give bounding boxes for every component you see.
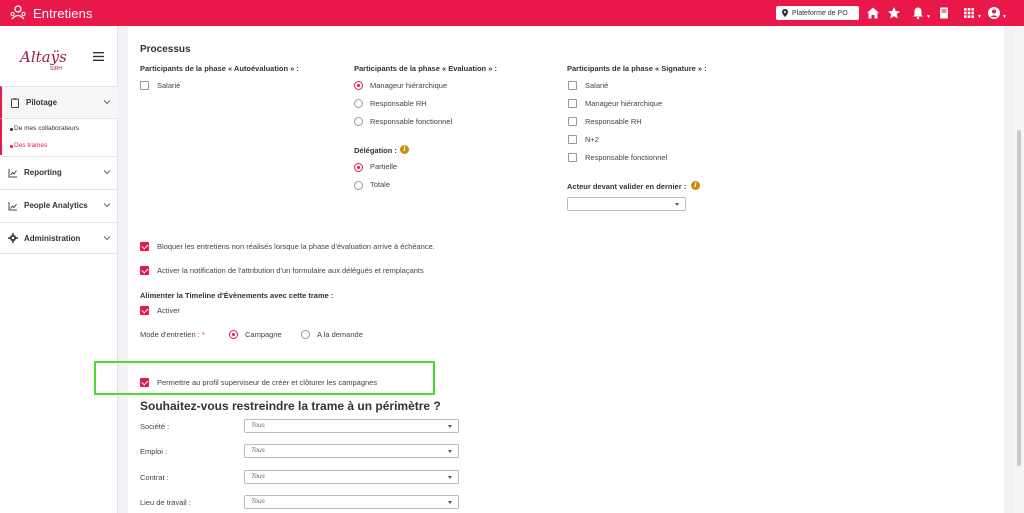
sidebar-subitem-trames[interactable]: Des trames	[14, 142, 48, 149]
home-icon[interactable]	[866, 6, 880, 20]
eval-participants-label: Participants de la phase « Evaluation » :	[354, 64, 497, 73]
bloquer-label: Bloquer les entretiens non réalisés lorsque la phase d'évaluation arrive à échéance.	[157, 242, 435, 251]
societe-select-value: Tous	[251, 422, 265, 429]
signature-participants-label: Participants de la phase « Signature » :	[567, 64, 707, 73]
app-title: Entretiens	[33, 5, 93, 21]
delegation-label: Délégation :	[354, 146, 397, 155]
analytics-icon	[8, 201, 18, 211]
superviseur-checkbox[interactable]	[140, 378, 149, 387]
hamburger-menu-icon[interactable]	[93, 52, 104, 61]
sidebar-item-people-analytics[interactable]	[0, 189, 118, 221]
top-bar	[0, 0, 1024, 26]
sidebar-item-reporting[interactable]	[0, 156, 118, 188]
eval-rh-radio[interactable]	[354, 99, 363, 108]
sidebar-item-administration[interactable]	[0, 222, 118, 254]
eval-manageur-label: Manageur hiérarchique	[370, 81, 448, 90]
sidebar-item-label: Reporting	[24, 168, 62, 177]
mode-entretien-label	[140, 330, 205, 339]
sidebar-subitem-collaborateurs[interactable]: De mes collaborateurs	[14, 125, 80, 132]
lieu-label: Lieu de travail :	[140, 498, 191, 507]
chevron-down-icon	[448, 450, 452, 453]
sidebar-item-label: Pilotage	[26, 98, 58, 107]
eval-manageur-radio[interactable]	[354, 81, 363, 90]
required-mark: *	[201, 330, 205, 339]
signature-salarie-label: Salarié	[585, 81, 609, 90]
book-icon[interactable]	[937, 6, 951, 20]
signature-rh-checkbox[interactable]	[568, 117, 577, 126]
bullet	[10, 145, 13, 148]
user-group-icon[interactable]	[9, 4, 27, 22]
signature-manageur-checkbox[interactable]	[568, 99, 577, 108]
lieu-select-value: Tous	[251, 498, 265, 505]
acteur-select[interactable]	[567, 197, 686, 211]
auto-salarie-checkbox[interactable]	[140, 81, 149, 90]
sidebar-item-label: Administration	[24, 233, 81, 243]
eval-rh-label: Responsable RH	[370, 99, 427, 108]
svg-text:SIRH: SIRH	[50, 66, 62, 72]
chevron-down-icon	[675, 203, 679, 206]
chevron-down-icon: ▼	[977, 14, 982, 20]
account-icon[interactable]	[987, 6, 1001, 20]
sidebar	[0, 26, 118, 513]
timeline-label: Alimenter la Timeline d'Évènements avec cette trame :	[140, 291, 334, 300]
mode-demande-label: A la demande	[317, 330, 363, 339]
societe-select[interactable]	[244, 419, 459, 433]
mode-entretien-text: Mode d'entretien :	[140, 330, 200, 339]
chevron-down-icon: ▼	[1002, 14, 1007, 20]
location-pin-icon	[782, 9, 788, 17]
sidebar-item-pilotage[interactable]	[0, 86, 118, 118]
delegation-totale-radio[interactable]	[354, 181, 363, 190]
emploi-select[interactable]	[244, 444, 459, 458]
notification-checkbox[interactable]	[140, 266, 149, 275]
auto-salarie-label: Salarié	[157, 81, 181, 90]
info-icon[interactable]: i	[691, 181, 700, 190]
mode-campagne-label: Campagne	[245, 330, 282, 339]
signature-manageur-label: Manageur hiérarchique	[585, 99, 663, 108]
chevron-down-icon	[103, 98, 111, 106]
vertical-scrollbar[interactable]	[1014, 26, 1024, 513]
chevron-down-icon	[448, 425, 452, 428]
signature-fonctionnel-checkbox[interactable]	[568, 153, 577, 162]
star-icon[interactable]	[887, 6, 901, 20]
chart-icon	[8, 168, 18, 178]
signature-n2-checkbox[interactable]	[568, 135, 577, 144]
scrollbar-thumb[interactable]	[1017, 130, 1021, 466]
chevron-down-icon	[103, 201, 111, 209]
perimetre-title: Souhaitez-vous restreindre la trame à un périmètre ?	[140, 399, 441, 413]
clipboard-icon	[10, 98, 20, 108]
contrat-select-value: Tous	[251, 473, 265, 480]
signature-fonctionnel-label: Responsable fonctionnel	[585, 153, 668, 162]
bell-icon[interactable]	[911, 6, 925, 20]
mode-campagne-radio[interactable]	[229, 330, 238, 339]
notification-label: Activer la notification de l'attribution d'un formulaire aux délégués et remplaçants	[157, 266, 424, 275]
societe-label: Société :	[140, 422, 170, 431]
delegation-partielle-label: Partielle	[370, 162, 398, 171]
chevron-down-icon	[103, 234, 111, 242]
activer-label: Activer	[157, 306, 180, 315]
signature-salarie-checkbox[interactable]	[568, 81, 577, 90]
mode-demande-radio[interactable]	[301, 330, 310, 339]
svg-text:Altaÿs: Altaÿs	[20, 48, 67, 66]
superviseur-label: Permettre au profil superviseur de créer et clôturer les campagnes	[157, 378, 378, 387]
processus-title: Processus	[140, 44, 191, 55]
chevron-down-icon	[448, 476, 452, 479]
emploi-label: Emploi :	[140, 447, 168, 456]
acteur-label: Acteur devant valider en dernier :	[567, 182, 687, 191]
altays-logo	[18, 42, 68, 74]
grid-icon[interactable]	[962, 6, 976, 20]
chevron-down-icon	[103, 168, 111, 176]
bullet	[10, 128, 13, 131]
signature-rh-label: Responsable RH	[585, 117, 642, 126]
signature-n2-label: N+2	[585, 135, 599, 144]
auto-participants-label: Participants de la phase « Autoévaluation » :	[140, 64, 299, 73]
sidebar-item-label: People Analytics	[24, 201, 88, 210]
activer-checkbox[interactable]	[140, 306, 149, 315]
eval-fonctionnel-radio[interactable]	[354, 117, 363, 126]
info-icon[interactable]: i	[400, 145, 409, 154]
delegation-partielle-radio[interactable]	[354, 163, 363, 172]
contrat-select[interactable]	[244, 470, 459, 484]
platform-label: Plateforme de PO	[792, 9, 848, 17]
eval-fonctionnel-label: Responsable fonctionnel	[370, 117, 453, 126]
platform-button[interactable]	[776, 6, 859, 20]
lieu-select[interactable]	[244, 495, 459, 509]
chevron-down-icon: ▼	[926, 14, 931, 20]
sidebar-subnav	[0, 118, 118, 155]
contrat-label: Contrat :	[140, 473, 169, 482]
emploi-select-value: Tous	[251, 447, 265, 454]
gear-icon	[8, 233, 18, 243]
delegation-totale-label: Totale	[370, 180, 391, 189]
bloquer-checkbox[interactable]	[140, 242, 149, 251]
chevron-down-icon	[448, 501, 452, 504]
